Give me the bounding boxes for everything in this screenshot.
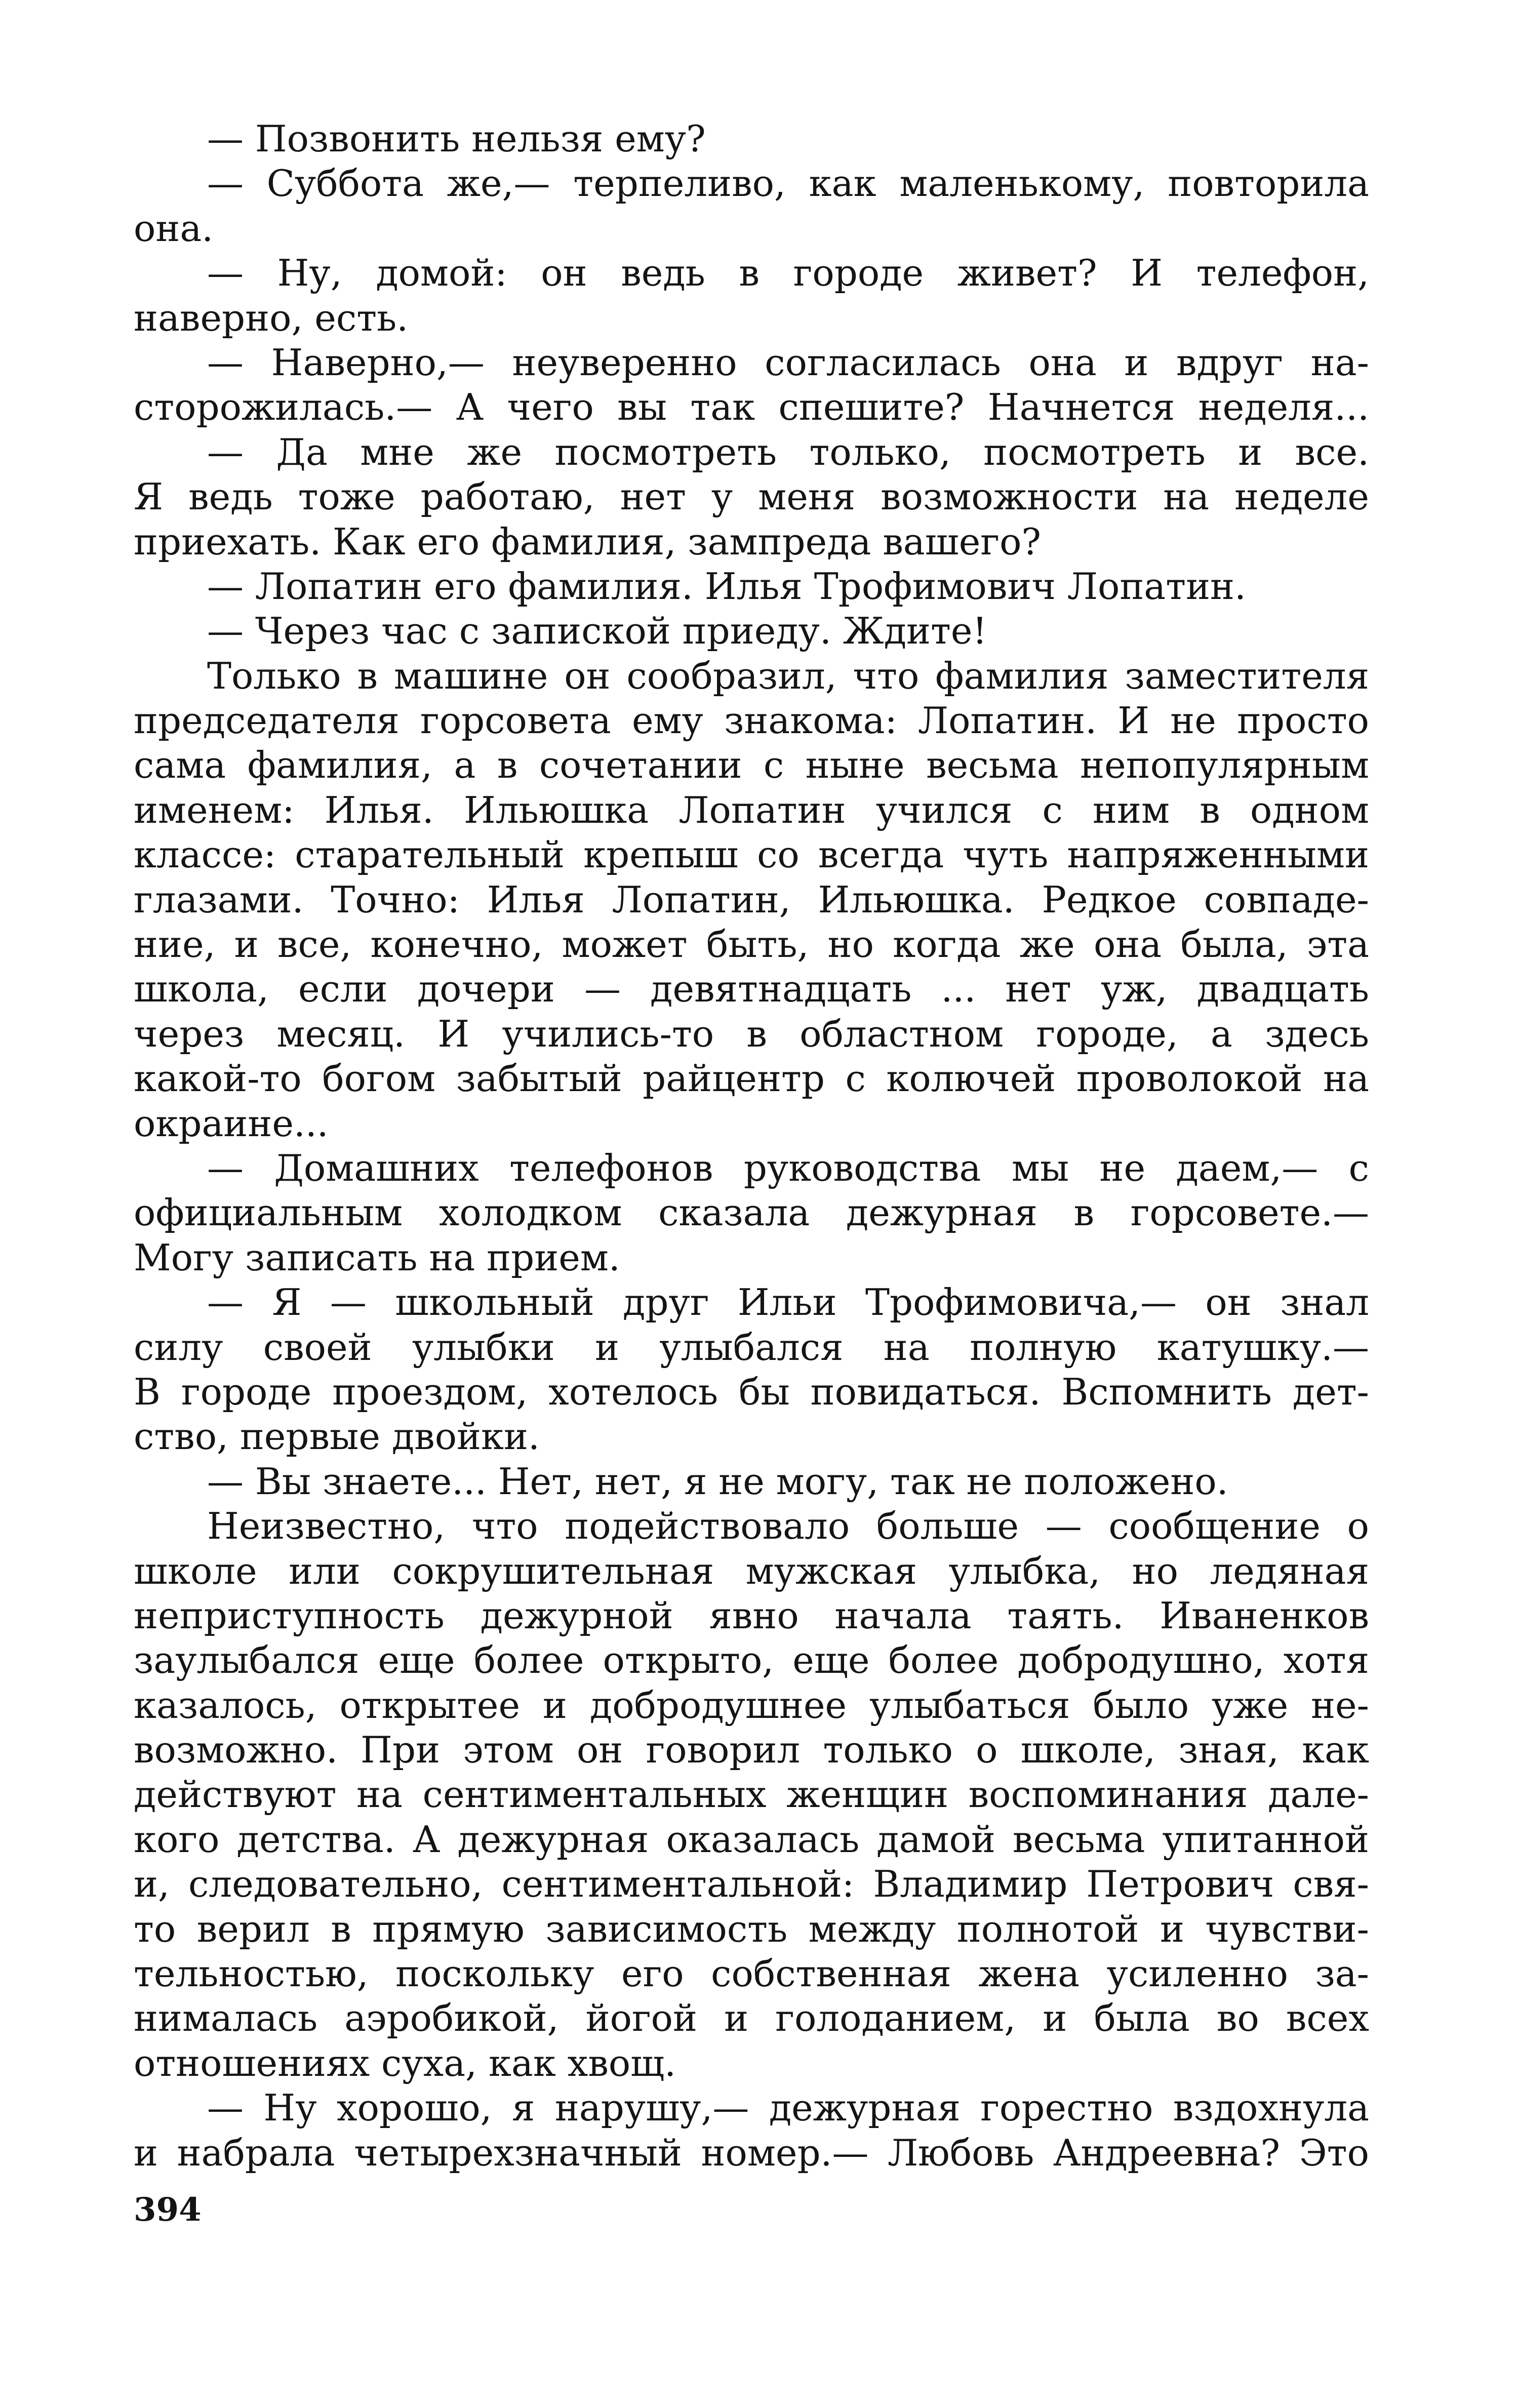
text-line: официальным холодком сказала дежурная в горсовете.— xyxy=(134,1191,1369,1234)
text-line: силу своей улыбки и улыбался на полную катушку.— xyxy=(134,1326,1369,1369)
text-line: и, следовательно, сентиментальной: Владимир Петрович свя- xyxy=(134,1863,1369,1906)
text-line: ство, первые двойки. xyxy=(134,1415,540,1458)
text-line: — Позвонить нельзя ему? xyxy=(207,117,706,160)
text-line: — Ну хорошо, я нарушу,— дежурная горестно вздохнула xyxy=(207,2086,1369,2130)
text-line: заулыбался еще более открыто, еще более добродушно, хотя xyxy=(134,1639,1369,1682)
text-line: — Лопатин его фамилия. Илья Трофимович Лопатин. xyxy=(207,565,1246,608)
text-line: через месяц. И учились-то в областном городе, а здесь xyxy=(134,1012,1369,1055)
text-line: приехать. Как его фамилия, зампреда вашего? xyxy=(134,520,1042,563)
text-line: нималась аэробикой, йогой и голоданием, и была во всех xyxy=(134,1997,1369,2040)
text-line: отношениях суха, как хвощ. xyxy=(134,2041,676,2084)
page-number: 394 xyxy=(134,2191,202,2229)
text-block xyxy=(134,116,1369,2202)
text-line: Неизвестно, что подействовало больше — сообщение о xyxy=(207,1505,1369,1548)
text-line: — Через час с запиской приеду. Ждите! xyxy=(207,610,987,653)
text-line: кого детства. А дежурная оказалась дамой весьма упитанной xyxy=(134,1818,1369,1861)
text-line: классе: старательный крепыш со всегда чуть напряженными xyxy=(134,833,1369,876)
text-line: Только в машине он сообразил, что фамилия заместителя xyxy=(207,654,1369,697)
text-line: школе или сокрушительная мужская улыбка, но ледяная xyxy=(134,1549,1369,1592)
text-line: сторожилась.— А чего вы так спешите? Начнется неделя... xyxy=(134,386,1369,429)
text-line: она. xyxy=(134,207,214,250)
text-line: — Домашних телефонов руководства мы не даем,— с xyxy=(207,1146,1369,1189)
text-line: ние, и все, конечно, может быть, но когда же она была, эта xyxy=(134,923,1369,966)
text-line: то верил в прямую зависимость между полнотой и чувстви- xyxy=(134,1907,1369,1950)
text-line: действуют на сентиментальных женщин воспоминания дале- xyxy=(134,1773,1369,1816)
text-line: — Я — школьный друг Ильи Трофимовича,— он знал xyxy=(207,1281,1369,1324)
text-line: неприступность дежурной явно начала таять. Иваненков xyxy=(134,1594,1369,1637)
text-line: — Да мне же посмотреть только, посмотреть и все. xyxy=(207,430,1369,473)
text-line: и набрала четырехзначный номер.— Любовь Андреевна? Это xyxy=(134,2131,1369,2174)
text-line: В городе проездом, хотелось бы повидаться. Вспомнить дет- xyxy=(134,1370,1369,1413)
text-line: тельностью, поскольку его собственная жена усиленно за- xyxy=(134,1952,1369,1995)
text-line: — Наверно,— неуверенно согласилась она и вдруг на- xyxy=(207,341,1369,384)
text-line: школа, если дочери — девятнадцать ... нет уж, двадцать xyxy=(134,968,1369,1011)
text-line: возможно. При этом он говорил только о школе, зная, как xyxy=(134,1729,1369,1772)
text-line: Я ведь тоже работаю, нет у меня возможности на неделе xyxy=(134,475,1369,518)
text-line: какой-то богом забытый райцентр с колючей проволокой на xyxy=(134,1057,1369,1100)
text-line: окраине... xyxy=(134,1102,329,1145)
text-line: председателя горсовета ему знакома: Лопатин. И не просто xyxy=(134,699,1369,742)
text-line: — Вы знаете... Нет, нет, я не могу, так не положено. xyxy=(207,1460,1228,1503)
text-line: именем: Илья. Ильюшка Лопатин учился с ним в одном xyxy=(134,788,1369,831)
text-line: — Суббота же,— терпеливо, как маленькому, повторила xyxy=(207,162,1369,205)
text-line: казалось, открытее и добродушнее улыбаться было уже не- xyxy=(134,1683,1369,1727)
text-line: глазами. Точно: Илья Лопатин, Ильюшка. Редкое совпаде- xyxy=(134,878,1369,921)
text-line: наверно, есть. xyxy=(134,296,409,339)
text-line: Могу записать на прием. xyxy=(134,1236,620,1279)
text-line: — Ну, домой: он ведь в городе живет? И телефон, xyxy=(207,252,1369,295)
text-line: сама фамилия, а в сочетании с ныне весьма непопулярным xyxy=(134,744,1369,787)
